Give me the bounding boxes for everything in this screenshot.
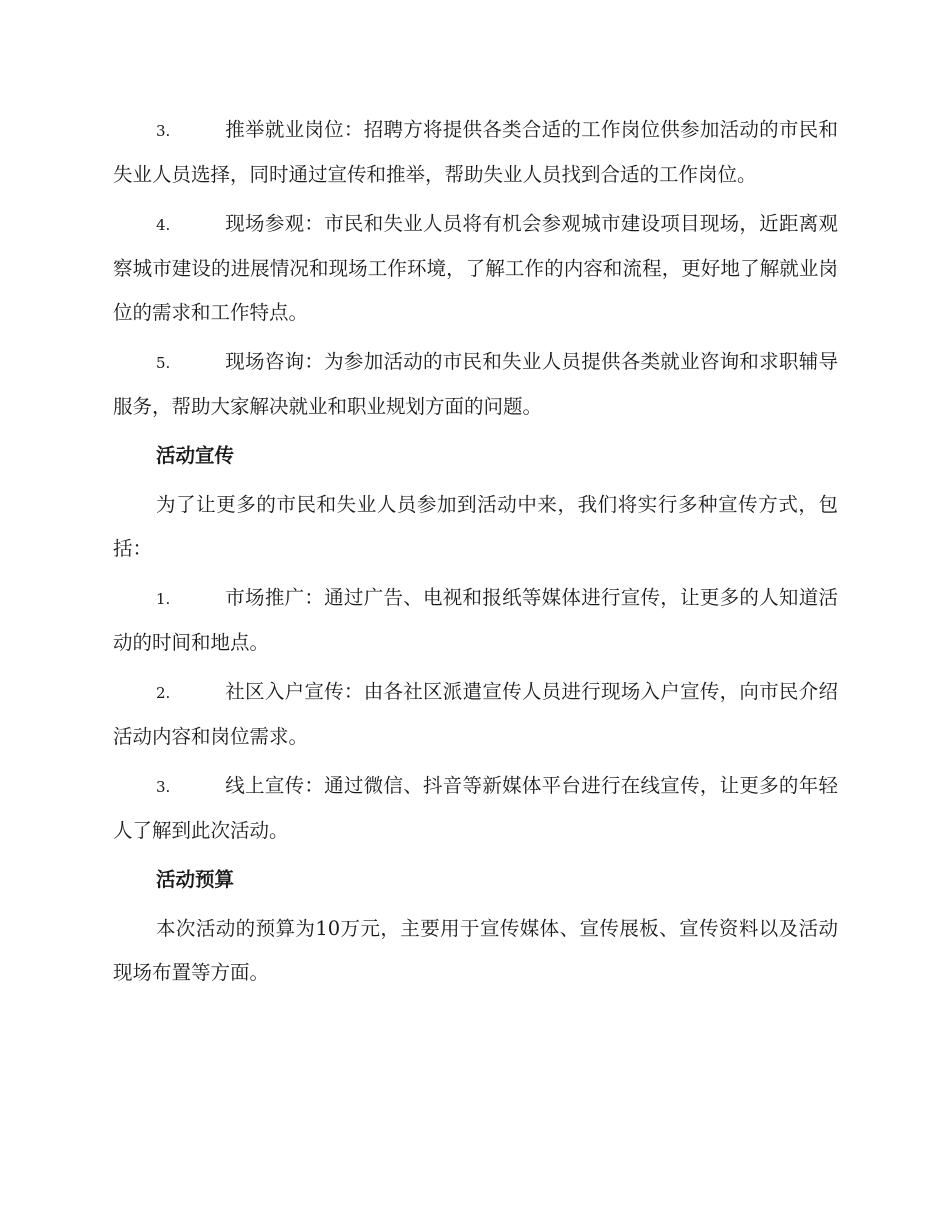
list-item-number: 3. xyxy=(156,778,171,796)
budget-paragraph: 本次活动的预算为10万元，主要用于宣传媒体、宣传展板、宣传资料以及活动现场布置等方面。 xyxy=(113,917,838,984)
list-item xyxy=(113,670,838,759)
publicity-intro: 为了让更多的市民和失业人员参加到活动中来，我们将实行多种宣传方式，包括： xyxy=(113,493,838,560)
list-item-number: 3. xyxy=(156,122,171,140)
section-heading-publicity: 活动宣传 xyxy=(156,444,235,467)
list-item-text: 社区入户宣传：由各社区派遣宣传人员进行现场入户宣传，向市民介绍活动内容和岗位需求。 xyxy=(113,680,838,748)
document-page xyxy=(113,108,838,1000)
section-heading-budget: 活动预算 xyxy=(156,868,235,891)
list-item xyxy=(113,764,838,853)
list-item-number: 2. xyxy=(156,684,171,702)
list-item xyxy=(113,202,838,335)
list-item xyxy=(113,108,838,197)
list-item-text: 现场参观：市民和失业人员将有机会参观城市建设项目现场，近距离观察城市建设的进展情况和现场工作环境，了解工作的内容和流程，更好地了解就业岗位的需求和工作特点。 xyxy=(113,212,838,324)
list-item-text: 现场咨询：为参加活动的市民和失业人员提供各类就业咨询和求职辅导服务，帮助大家解决就业和职业规划方面的问题。 xyxy=(113,350,838,418)
list-item-number: 1. xyxy=(156,590,171,608)
list-item-text: 线上宣传：通过微信、抖音等新媒体平台进行在线宣传，让更多的年轻人了解到此次活动。 xyxy=(113,774,838,842)
list-item-number: 4. xyxy=(156,216,171,234)
list-item-number: 5. xyxy=(156,354,171,372)
list-item-text: 推举就业岗位：招聘方将提供各类合适的工作岗位供参加活动的市民和失业人员选择，同时通过宣传和推举，帮助失业人员找到合适的工作岗位。 xyxy=(113,118,838,186)
list-item xyxy=(113,340,838,429)
list-item xyxy=(113,576,838,665)
list-item-text: 市场推广：通过广告、电视和报纸等媒体进行宣传，让更多的人知道活动的时间和地点。 xyxy=(113,586,838,654)
